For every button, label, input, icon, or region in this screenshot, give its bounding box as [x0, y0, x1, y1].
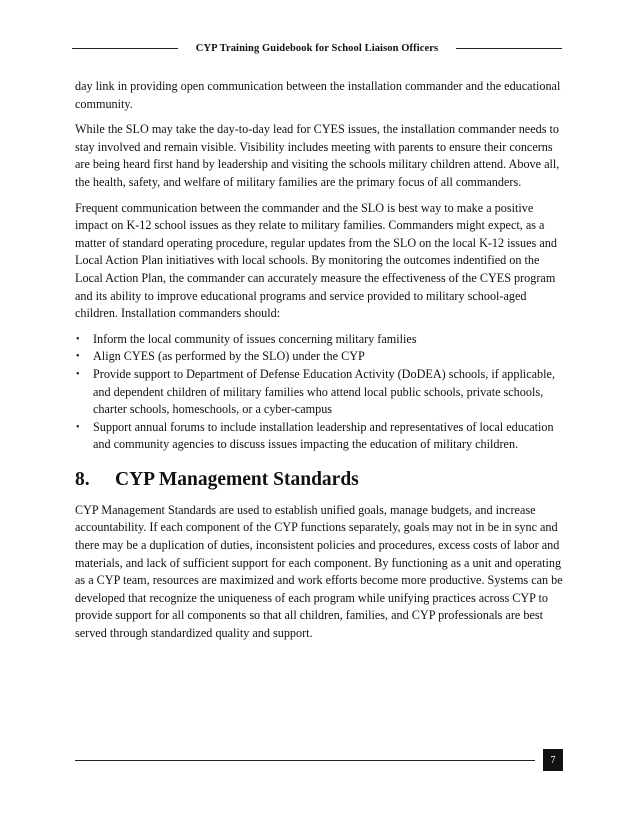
page-header	[72, 40, 562, 56]
list-item-text: Inform the local community of issues concerning military families	[93, 331, 417, 346]
list-item	[75, 331, 563, 349]
bullet-icon: •	[76, 421, 80, 433]
list-item-text: Support annual forums to include installation leadership and representatives of local education and community agencies to discuss issues impacting the education of military children.	[93, 419, 554, 452]
bullet-list	[75, 331, 563, 454]
page-body	[75, 78, 563, 651]
list-item	[75, 348, 563, 366]
bullet-icon: •	[76, 368, 80, 380]
header-rule-left	[72, 48, 178, 49]
body-paragraph: Frequent communication between the commander and the SLO is best way to make a positive impact on K-12 school issues as they relate to military families. Commanders might expect, as a matter of standard operating procedure, regular updates from the SLO on the local K-12 issues and Local Action Plan initiatives with local schools. By monitoring the outcomes indentified on the Local Action Plan, the commander can accurately measure the effectiveness of the CYES program and its ability to improve educational programs and service provided to military school-aged children. Installation commanders should:	[75, 200, 557, 321]
bullet-icon: •	[76, 351, 80, 363]
section-paragraph: CYP Management Standards are used to establish unified goals, manage budgets, and increase accountability. If each component of the CYP functions separately, goals may not in be in sync and there may be a duplication of duties, inconsistent policies and procedures, excess costs of labor and materials, and lack of sufficient support for each component. By functioning as a unit and operating as a CYP team, resources are maximized and work efforts become more productive. Systems can be developed that recognize the uniqueness of each program while unifying practices across CYP to provide support for all components so that all children, families, and CYP professionals are best served through standardized quality and support.	[75, 502, 563, 641]
page-number: 7	[543, 749, 563, 771]
page-footer	[75, 748, 563, 772]
bullet-icon: •	[76, 333, 80, 345]
section-title: CYP Management Standards	[115, 468, 359, 490]
list-item	[75, 419, 563, 454]
header-rule-right	[456, 48, 562, 49]
body-paragraph: day link in providing open communication between the installation commander and the educational community.	[75, 79, 561, 111]
list-item	[75, 366, 563, 419]
header-title: CYP Training Guidebook for School Liaison Officers	[195, 42, 439, 54]
section-number: 8.	[75, 468, 90, 490]
list-item-text: Align CYES (as performed by the SLO) under the CYP	[93, 349, 365, 364]
body-paragraph: While the SLO may take the day-to-day lead for CYES issues, the installation commander needs to stay involved and remain visible. Visibility includes meeting with parents to ensure their concerns are being heard first hand by leadership and visiting the schools military children attend. Above all, the health, safety, and welfare of military families are the primary focus of all commanders.	[75, 122, 560, 189]
list-item-text: Provide support to Department of Defense Education Activity (DoDEA) schools, if applicable, and dependent children of military families who attend local public schools, private schools, charter schools, homeschools, or a cyber-campus	[93, 366, 555, 417]
section-heading	[75, 468, 563, 492]
footer-rule	[75, 760, 535, 761]
